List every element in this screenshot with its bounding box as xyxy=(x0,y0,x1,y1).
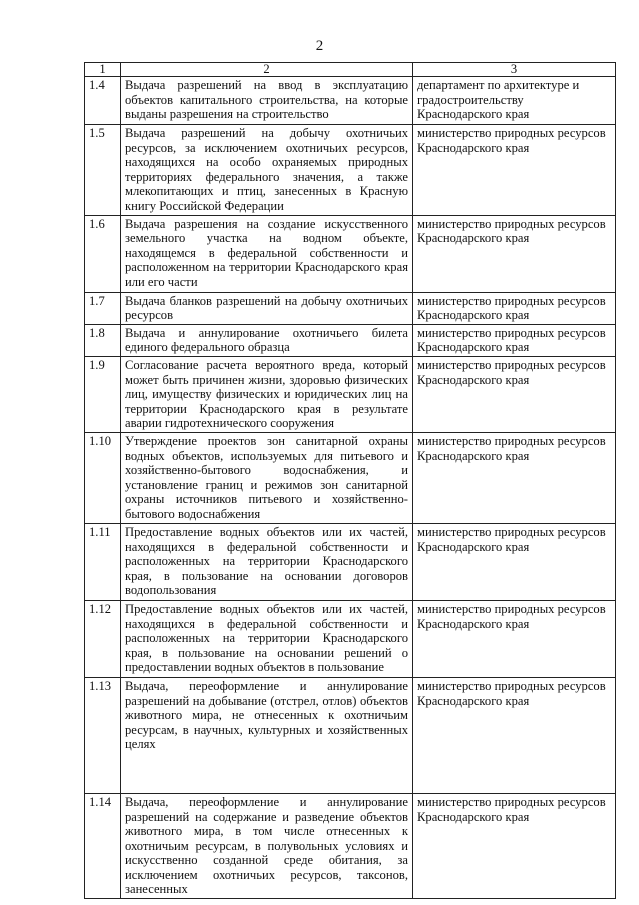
column-header-2: 2 xyxy=(121,63,413,77)
row-number: 1.8 xyxy=(85,324,121,356)
table-header-row xyxy=(85,63,616,77)
row-responsible: министерство природных ресурсов Краснодарского края xyxy=(413,324,616,356)
table-row xyxy=(85,600,616,677)
table-row xyxy=(85,356,616,432)
table-row xyxy=(85,77,616,125)
row-responsible: министерство природных ресурсов Краснодарского края xyxy=(413,677,616,793)
row-responsible: министерство природных ресурсов Краснодарского края xyxy=(413,215,616,292)
table-row xyxy=(85,793,616,898)
services-table xyxy=(84,62,616,899)
row-description: Выдача и аннулирование охотничьего билета единого федерального образца xyxy=(121,324,413,356)
row-description: Согласование расчета вероятного вреда, который может быть причинен жизни, здоровью физических лиц, имуществу физических и юридических лиц на территории Краснодарского края в результате аварии гидротехнического сооружения xyxy=(121,356,413,432)
column-header-3: 3 xyxy=(413,63,616,77)
row-description: Выдача, переоформление и аннулирование разрешений на добывание (отстрел, отлов) объектов животного мира, не отнесенных к охотничьим ресурсам, в научных, культурных и хозяйственных целях xyxy=(121,677,413,793)
row-description: Выдача, переоформление и аннулирование разрешений на содержание и разведение объектов животного мира, в том числе отнесенных к охотничьим ресурсам, в полувольных условиях и искусственно созданной среде обитания, за исключением охотничьих ресурсов, таксонов, занесенных xyxy=(121,793,413,898)
row-number: 1.14 xyxy=(85,793,121,898)
table-row xyxy=(85,523,616,600)
row-number: 1.6 xyxy=(85,215,121,292)
row-responsible: министерство природных ресурсов Краснодарского края xyxy=(413,432,616,523)
column-header-1: 1 xyxy=(85,63,121,77)
table-row xyxy=(85,125,616,216)
table-row xyxy=(85,677,616,793)
row-responsible: министерство природных ресурсов Краснодарского края xyxy=(413,356,616,432)
row-description: Выдача разрешения на создание искусственного земельного участка на водном объекте, находящемся в федеральной собственности и расположенном на территории Краснодарского края или его части xyxy=(121,215,413,292)
row-responsible: министерство природных ресурсов Краснодарского края xyxy=(413,125,616,216)
row-number: 1.4 xyxy=(85,77,121,125)
row-number: 1.12 xyxy=(85,600,121,677)
row-description: Выдача разрешений на добычу охотничьих ресурсов, за исключением охотничьих ресурсов, находящихся на особо охраняемых природных территориях федерального значения, а также млекопитающих и птиц, занесенных в Красную книгу Российской Федерации xyxy=(121,125,413,216)
row-description: Предоставление водных объектов или их частей, находящихся в федеральной собственности и расположенных на территории Краснодарского края, в пользование на основании решений о предоставлении водных объектов в пользование xyxy=(121,600,413,677)
row-description: Предоставление водных объектов или их частей, находящихся в федеральной собственности и расположенных на территории Краснодарского края, в пользование на основании договоров водопользования xyxy=(121,523,413,600)
row-description: Утверждение проектов зон санитарной охраны водных объектов, используемых для питьевого и хозяйственно-бытового водоснабжения, и установление границ и режимов зон санитарной охраны источников питьевого и хозяйственно-бытового водоснабжения xyxy=(121,432,413,523)
row-number: 1.7 xyxy=(85,292,121,324)
row-description: Выдача разрешений на ввод в эксплуатацию объектов капитального строительства, на которые выданы разрешения на строительство xyxy=(121,77,413,125)
row-number: 1.9 xyxy=(85,356,121,432)
row-responsible: министерство природных ресурсов Краснодарского края xyxy=(413,600,616,677)
table-row xyxy=(85,432,616,523)
row-description: Выдача бланков разрешений на добычу охотничьих ресурсов xyxy=(121,292,413,324)
row-number: 1.13 xyxy=(85,677,121,793)
row-responsible: министерство природных ресурсов Краснодарского края xyxy=(413,523,616,600)
page-number: 2 xyxy=(315,38,324,54)
row-responsible: департамент по архитектуре и градостроительству Краснодарского края xyxy=(413,77,616,125)
row-number: 1.5 xyxy=(85,125,121,216)
row-number: 1.11 xyxy=(85,523,121,600)
table-row xyxy=(85,292,616,324)
row-number: 1.10 xyxy=(85,432,121,523)
table-row xyxy=(85,324,616,356)
table-row xyxy=(85,215,616,292)
row-responsible: министерство природных ресурсов Краснодарского края xyxy=(413,292,616,324)
row-responsible: министерство природных ресурсов Краснодарского края xyxy=(413,793,616,898)
